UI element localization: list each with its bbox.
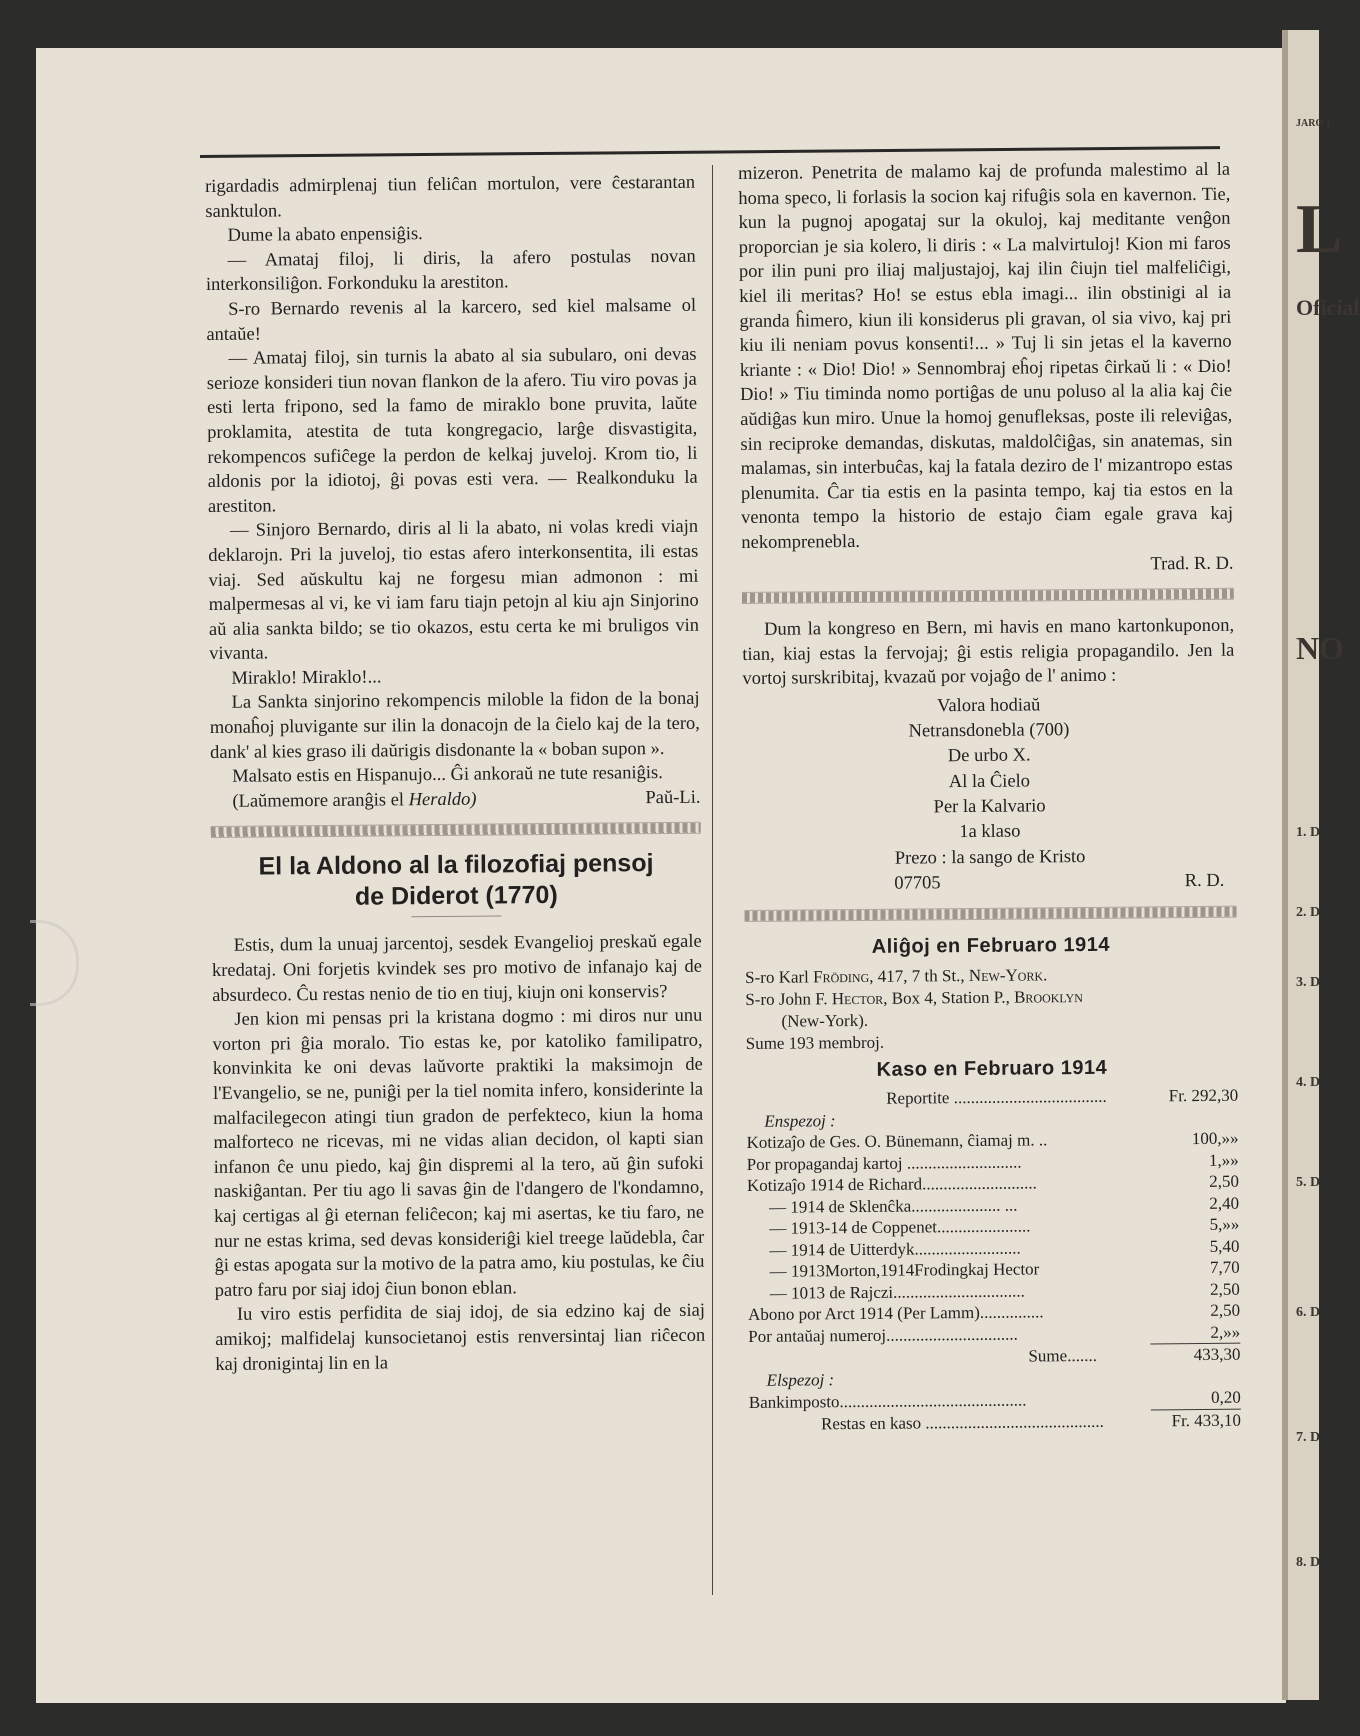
table-row: Sume....... 433,30 [1028,1345,1241,1366]
members-title: Aliĝoj en Februaro 1914 [871,934,1111,959]
source-prefix: (Laŭmemore aranĝis el [232,790,409,812]
table-row: Kotizaĵo de Ges. O. Bünemann, ĉiamaj m. .. 100,»» [746,1129,1239,1153]
next-page-fragment: 2. D [1296,905,1321,920]
ticket-line: Al la Ĉielo [948,771,1031,792]
ticket-text [743,692,1237,899]
next-page-fragment: 4. D [1296,1075,1321,1090]
member-entry-extra: (New-York). [781,1010,869,1031]
right-column [738,158,1242,1582]
next-page-fragment: 6. D [1296,1305,1321,1320]
section-divider [745,906,1237,922]
paragraph: — Amataj filoj, sin turnis la abato al sia subularo, oni devas serioze konsideri tiun novan flankon de la afero. Tiu viro povas ja esti lerta fripono, sed la famo de miraklo bone pruvita, laŭte proklamita, atestita de tuta kongregacio, larĝe disvastigita, rekompencos sufiĉege la perdon de kelkaj juveloj. Krom tio, li aldonis por la idiotoj, ĝi povas esti vera. — Realkonduku la arestiton. [206,344,698,517]
paragraph: S-ro Bernardo revenis al la karcero, sed kiel malsame ol antaŭe! [206,295,697,345]
ticket-line: Prezo : la sango de Kristo [894,846,1086,869]
paragraph: Malsato estis en Hispanujo... Ĝi ankoraŭ ne tute resaniĝis. [232,763,663,788]
member-entry: S-ro Karl Fröding, 417, 7 th St., New-York. [745,965,1048,987]
ticket-number: 07705 [894,873,941,894]
next-page-fragment: L [1296,191,1343,268]
title-ornament [411,916,501,923]
next-page-fragment: 8. D [1296,1555,1321,1570]
table-row: Por propagandaj kartoj ........................... 1,»» [746,1150,1239,1174]
cash-table [746,1085,1241,1435]
table-row: Por antaŭaj numeroj............................... 2,»» [748,1322,1241,1347]
table-row: Bankimposto............................................ 0,20 [748,1388,1241,1412]
ticket-line: Valora hodiaŭ [937,695,1041,717]
next-page-fragment: 3. D [1296,975,1321,990]
paragraph: Dum la kongreso en Bern, mi havis en mano kartonkuponon, tian, kiaj estas la fervojaj; ĝi estis religia propagandilo. Jen la vortoj surskribitaj, kvazaŭ por vojaĝo de l' animo : [742,615,1235,690]
table-row: — 1914 de Uitterdyk......................... 5,40 [769,1236,1240,1260]
ticket-line: De urbo X. [947,745,1031,767]
table-row: Elspezoj : [766,1370,835,1390]
table-row: — 1913-14 de Coppenet...................... 5,»» [769,1215,1240,1239]
paragraph: Iu viro estis perfidita de siaj idoj, de sia edzino kaj de siaj amikoj; malfidelaj kunsocietanoj estis renversintaj lian riĉecon kaj dronigintaj lin en la [215,1301,706,1375]
table-row: Kotizaĵo 1914 de Richard........................... 2,50 [746,1172,1239,1196]
article-title: El la Aldono al la filozofiaj pensoj de Diderot (1770) [258,849,654,912]
adjacent-page-edge [1282,30,1360,1700]
next-page-fragment: 7. D [1296,1430,1321,1445]
paragraph: La Sankta sinjorino rekompencis miloble la fidon de la bonaj monaĥoj pluvigante sur ilin la donacojn de la ĉielo kaj de la tero, dank' al kies graso ili daŭrigis disdonante la « boban supon ». [209,689,700,763]
table-row: — 1913Morton,1914Frodingkaj Hector 7,70 [769,1258,1240,1282]
ticket-line: 1a klaso [959,821,1021,843]
table-row: Enspezoj : [764,1111,836,1131]
table-row: — 1914 de Sklenĉka..................... ... 2,40 [769,1193,1240,1217]
next-page-fragment: 5. D [1296,1175,1321,1190]
table-row: — 1013 de Rajczi............................... 2,50 [769,1279,1240,1303]
section-divider [211,822,701,838]
paragraph: mizeron. Penetrita de malamo kaj de profunda malestimo al la homa speco, li forlasis la socion kaj rifuĝis sola en kavernon. Tie, kun la pugnoj apogataj sur la okuloj, kaj meditante venĝon proporcian je sia kolero, li diris : « La malvirtuloj! Kion mi faros por ilin puni pro iliaj maljustajoj, kaj ilin ĉiujn tiel malfeliĉigi, kiel ili meritas? Ho! se estus ebla imagi... ilin obstinigi al ia granda ĥimero, kiun ili konsiderus pli gravan, ol sia vivo, kaj pri kiu ili neniam povus konsenti!... » Tuj li sin jetas el la kaverno kriante : « Dio! Dio! » Sennombraj eĥoj ripetas ĉirkaŭ li : « Dio! Dio! » Tiu timinda nomo portiĝas de unu poluso al la alia kaj ĉie aŭdiĝas kun miro. Unue la homoj genufleksas, poste ili releviĝas, sin reciproke demandas, diskutas, maldolĉiĝas, sin anatemas, sin malamas, sin interbuĉas, kaj la fatala deziro de l' mizantropo estas plenumita. Ĉar tia estis en la pasinta tempo, kaj tia estos en la venonta tempo la historio de estajo ĉiam egale grava kaj nekomprenebla. [738,159,1234,553]
next-page-fragment: Oficial [1296,295,1360,320]
member-entry: S-ro John F. Hector, Box 4, Station P., Brooklyn [745,986,1083,1009]
ticket-line: Netransdonebla (700) [908,720,1070,742]
source-attribution [210,786,700,815]
cash-title: Kaso en Februaro 1914 [876,1056,1108,1081]
translator-signature: Trad. R. D. [1150,553,1234,574]
next-page-fragment: NO [1296,630,1344,666]
paragraph: Miraklo! Miraklo!... [231,667,382,689]
source-title: Heraldo) [408,789,477,811]
members-total: Sume 193 membroj. [745,1032,885,1053]
table-row: Abono por Arct 1914 (Per Lamm)............... 2,50 [747,1301,1241,1325]
source-author: Paŭ-Li. [645,787,701,809]
column-separator [712,165,713,1595]
ticket-line: Per la Kalvario [933,796,1046,818]
paragraph: Estis, dum la unuaj jarcentoj, sesdek Evangelioj preskaŭ egale kredataj. Oni forjetis kvindek ses pro motivo de infanajo kaj de absurdeco. Ĉu restas nenio de tio en tiuj, kiujn oni konservis? [211,932,703,1006]
paragraph: Dume la abato enpensiĝis. [227,224,423,246]
ticket-signature: R. D. [1184,870,1225,892]
next-page-fragment: 1. D [1296,825,1321,840]
paragraph: — Sinjoro Bernardo, diris al li la abato, ni volas kredi viajn deklarojn. Pri la juveloj, tio estas afero interkonsentita, ili estas viaj. Sed aŭskultu kaj ne forgesu mian admonon : mi malpermesas al vi, ke vi iam faru tiajn petojn al kiu ajn Sinjorino aŭ alia sankta bildo; se tio okazos, estu certa ke mi bruligos vin vivanta. [208,517,700,665]
section-divider [742,588,1234,604]
paragraph: — Amataj filoj, li diris, la afero postulas novan interkonsiliĝon. Forkonduku la arestiton. [205,246,696,296]
paragraph: rigardadis admirplenaj tiun feliĉan mortulon, vere ĉestarantan sanktulon. [205,172,696,222]
next-page-fragment: JARO 1 [1296,118,1331,129]
members-list [745,963,1238,1055]
ticket-footer [744,869,1236,899]
table-row: Restas en kaso .......................................... Fr. 433,10 [820,1410,1242,1434]
table-row: Reportite .................................... Fr. 292,30 [886,1086,1239,1109]
left-column [205,171,707,1595]
paragraph: Jen kion mi pensas pri la kristana dogmo : mi diros nur unu vorton pri ĝia moralo. Tio estas ke, por katoliko familipatro, konvinkita ke oni devas laŭvorte praktiki la maksimojn de l'Evangelio, se ne, puniĝi per la tiel nomita infero, konsiderinte la malfacilegecon atingi tiun gradon de perfekteco, kiun la homa malforteco ne ricevas, mi ne vidas alian decidon, ol kapti sian infanon ĉe unu piedo, kaj ĝin dispremi al la tero, aŭ ĝin sufoki naskiĝantan. Per tiu ago li savas ĝin de l'dangero de l'kondamno, kaj certigas al ĝi eternan feliĉecon; kaj mi asertas, ke tiu faro, ne nur ne estas krima, sed devas konsideriĝi kiel treege laŭdebla, ĉar ĝi estas apogata sur la motivo de la patra amo, kiu postulas, ke ĉiu patro faru por siaj idoj ĉiun bonon eblan. [212,1005,705,1301]
